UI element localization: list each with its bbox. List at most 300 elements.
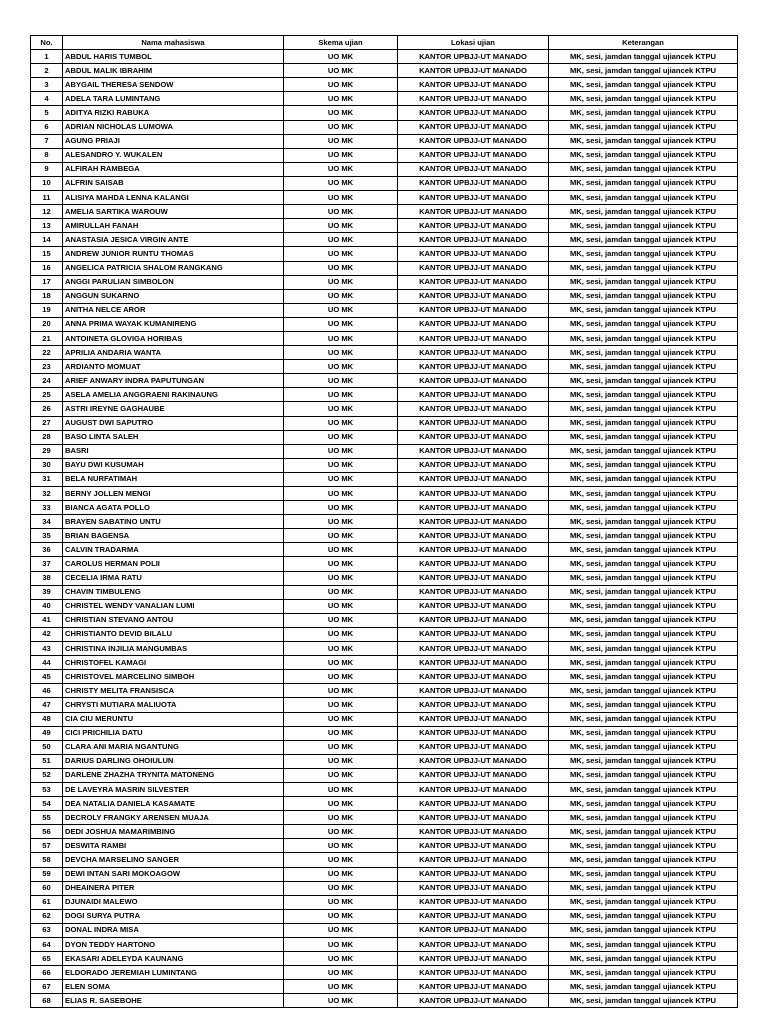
table-row — [31, 529, 738, 543]
cell-skema: UO MK — [284, 388, 398, 402]
cell-lokasi: KANTOR UPBJJ-UT MANADO — [398, 472, 549, 486]
cell-nama: ADELA TARA LUMINTANG — [63, 92, 284, 106]
cell-nama: APRILIA ANDARIA WANTA — [63, 346, 284, 360]
table-row — [31, 923, 738, 937]
cell-lokasi: KANTOR UPBJJ-UT MANADO — [398, 50, 549, 64]
cell-skema: UO MK — [284, 557, 398, 571]
table-header — [31, 36, 738, 50]
cell-no: 3 — [31, 78, 63, 92]
cell-no: 48 — [31, 712, 63, 726]
table-row — [31, 656, 738, 670]
cell-keterangan: MK, sesi, jamdan tanggal ujiancek KTPU — [549, 571, 738, 585]
cell-nama: BRAYEN SABATINO UNTU — [63, 515, 284, 529]
cell-skema: UO MK — [284, 543, 398, 557]
cell-no: 14 — [31, 233, 63, 247]
cell-skema: UO MK — [284, 768, 398, 782]
cell-lokasi: KANTOR UPBJJ-UT MANADO — [398, 247, 549, 261]
cell-lokasi: KANTOR UPBJJ-UT MANADO — [398, 515, 549, 529]
cell-no: 62 — [31, 909, 63, 923]
table-row — [31, 402, 738, 416]
cell-nama: BASRI — [63, 444, 284, 458]
cell-no: 24 — [31, 374, 63, 388]
cell-nama: ALFRIN SAISAB — [63, 176, 284, 190]
table-row — [31, 740, 738, 754]
table-row — [31, 642, 738, 656]
cell-keterangan: MK, sesi, jamdan tanggal ujiancek KTPU — [549, 557, 738, 571]
cell-no: 40 — [31, 599, 63, 613]
cell-lokasi: KANTOR UPBJJ-UT MANADO — [398, 825, 549, 839]
cell-lokasi: KANTOR UPBJJ-UT MANADO — [398, 726, 549, 740]
table-row — [31, 374, 738, 388]
cell-nama: ANDREW JUNIOR RUNTU THOMAS — [63, 247, 284, 261]
cell-keterangan: MK, sesi, jamdan tanggal ujiancek KTPU — [549, 782, 738, 796]
cell-nama: ANASTASIA JESICA VIRGIN ANTE — [63, 233, 284, 247]
table-row — [31, 909, 738, 923]
cell-keterangan: MK, sesi, jamdan tanggal ujiancek KTPU — [549, 529, 738, 543]
table-row — [31, 670, 738, 684]
cell-lokasi: KANTOR UPBJJ-UT MANADO — [398, 642, 549, 656]
cell-nama: DEVCHA MARSELINO SANGER — [63, 853, 284, 867]
cell-keterangan: MK, sesi, jamdan tanggal ujiancek KTPU — [549, 346, 738, 360]
cell-no: 27 — [31, 416, 63, 430]
cell-no: 49 — [31, 726, 63, 740]
cell-skema: UO MK — [284, 754, 398, 768]
cell-no: 32 — [31, 487, 63, 501]
cell-skema: UO MK — [284, 50, 398, 64]
cell-lokasi: KANTOR UPBJJ-UT MANADO — [398, 585, 549, 599]
cell-keterangan: MK, sesi, jamdan tanggal ujiancek KTPU — [549, 472, 738, 486]
cell-lokasi: KANTOR UPBJJ-UT MANADO — [398, 162, 549, 176]
cell-nama: DESWITA RAMBI — [63, 839, 284, 853]
cell-no: 38 — [31, 571, 63, 585]
cell-no: 29 — [31, 444, 63, 458]
cell-skema: UO MK — [284, 684, 398, 698]
cell-nama: DOGI SURYA PUTRA — [63, 909, 284, 923]
cell-no: 39 — [31, 585, 63, 599]
cell-skema: UO MK — [284, 317, 398, 331]
cell-nama: DARLENE ZHAZHA TRYNITA MATONENG — [63, 768, 284, 782]
cell-nama: CHRYSTI MUTIARA MALIUOTA — [63, 698, 284, 712]
cell-keterangan: MK, sesi, jamdan tanggal ujiancek KTPU — [549, 331, 738, 345]
table-row — [31, 895, 738, 909]
cell-no: 59 — [31, 867, 63, 881]
cell-lokasi: KANTOR UPBJJ-UT MANADO — [398, 331, 549, 345]
cell-no: 35 — [31, 529, 63, 543]
cell-keterangan: MK, sesi, jamdan tanggal ujiancek KTPU — [549, 712, 738, 726]
cell-skema: UO MK — [284, 656, 398, 670]
cell-nama: ELDORADO JEREMIAH LUMINTANG — [63, 966, 284, 980]
table-row — [31, 148, 738, 162]
cell-skema: UO MK — [284, 515, 398, 529]
table-row — [31, 557, 738, 571]
table-row — [31, 966, 738, 980]
cell-nama: BERNY JOLLEN MENGI — [63, 487, 284, 501]
cell-keterangan: MK, sesi, jamdan tanggal ujiancek KTPU — [549, 754, 738, 768]
cell-no: 68 — [31, 994, 63, 1008]
table-row — [31, 627, 738, 641]
cell-lokasi: KANTOR UPBJJ-UT MANADO — [398, 768, 549, 782]
cell-nama: CECELIA IRMA RATU — [63, 571, 284, 585]
cell-keterangan: MK, sesi, jamdan tanggal ujiancek KTPU — [549, 515, 738, 529]
cell-lokasi: KANTOR UPBJJ-UT MANADO — [398, 811, 549, 825]
cell-keterangan: MK, sesi, jamdan tanggal ujiancek KTPU — [549, 374, 738, 388]
cell-nama: BRIAN BAGENSA — [63, 529, 284, 543]
cell-no: 58 — [31, 853, 63, 867]
cell-nama: CAROLUS HERMAN POLII — [63, 557, 284, 571]
table-row — [31, 162, 738, 176]
cell-skema: UO MK — [284, 162, 398, 176]
header-row — [31, 36, 738, 50]
cell-skema: UO MK — [284, 205, 398, 219]
cell-lokasi: KANTOR UPBJJ-UT MANADO — [398, 219, 549, 233]
cell-skema: UO MK — [284, 599, 398, 613]
cell-skema: UO MK — [284, 613, 398, 627]
cell-skema: UO MK — [284, 331, 398, 345]
cell-no: 4 — [31, 92, 63, 106]
cell-no: 12 — [31, 205, 63, 219]
column-header-nama: Nama mahasiswa — [63, 36, 284, 50]
table-row — [31, 599, 738, 613]
table-row — [31, 120, 738, 134]
cell-no: 2 — [31, 64, 63, 78]
table-row — [31, 571, 738, 585]
cell-lokasi: KANTOR UPBJJ-UT MANADO — [398, 289, 549, 303]
cell-no: 55 — [31, 811, 63, 825]
cell-lokasi: KANTOR UPBJJ-UT MANADO — [398, 782, 549, 796]
table-row — [31, 78, 738, 92]
cell-skema: UO MK — [284, 642, 398, 656]
cell-keterangan: MK, sesi, jamdan tanggal ujiancek KTPU — [549, 275, 738, 289]
cell-keterangan: MK, sesi, jamdan tanggal ujiancek KTPU — [549, 825, 738, 839]
cell-nama: DONAL INDRA MISA — [63, 923, 284, 937]
cell-keterangan: MK, sesi, jamdan tanggal ujiancek KTPU — [549, 627, 738, 641]
cell-keterangan: MK, sesi, jamdan tanggal ujiancek KTPU — [549, 952, 738, 966]
cell-skema: UO MK — [284, 106, 398, 120]
table-row — [31, 50, 738, 64]
cell-nama: ALFIRAH RAMBEGA — [63, 162, 284, 176]
cell-nama: CLARA ANI MARIA NGANTUNG — [63, 740, 284, 754]
table-row — [31, 106, 738, 120]
table-row — [31, 346, 738, 360]
cell-no: 47 — [31, 698, 63, 712]
table-row — [31, 444, 738, 458]
cell-lokasi: KANTOR UPBJJ-UT MANADO — [398, 853, 549, 867]
student-exam-table — [30, 35, 738, 1008]
cell-no: 7 — [31, 134, 63, 148]
table-row — [31, 712, 738, 726]
cell-nama: CHRISTOVEL MARCELINO SIMBOH — [63, 670, 284, 684]
table-row — [31, 64, 738, 78]
cell-lokasi: KANTOR UPBJJ-UT MANADO — [398, 740, 549, 754]
cell-no: 61 — [31, 895, 63, 909]
cell-skema: UO MK — [284, 416, 398, 430]
cell-skema: UO MK — [284, 839, 398, 853]
cell-lokasi: KANTOR UPBJJ-UT MANADO — [398, 627, 549, 641]
cell-skema: UO MK — [284, 458, 398, 472]
column-header-no: No. — [31, 36, 63, 50]
cell-keterangan: MK, sesi, jamdan tanggal ujiancek KTPU — [549, 938, 738, 952]
cell-keterangan: MK, sesi, jamdan tanggal ujiancek KTPU — [549, 867, 738, 881]
table-row — [31, 191, 738, 205]
cell-no: 65 — [31, 952, 63, 966]
cell-nama: ANGGI PARULIAN SIMBOLON — [63, 275, 284, 289]
cell-skema: UO MK — [284, 374, 398, 388]
cell-skema: UO MK — [284, 740, 398, 754]
cell-keterangan: MK, sesi, jamdan tanggal ujiancek KTPU — [549, 106, 738, 120]
cell-no: 66 — [31, 966, 63, 980]
cell-skema: UO MK — [284, 895, 398, 909]
cell-nama: AUGUST DWI SAPUTRO — [63, 416, 284, 430]
cell-skema: UO MK — [284, 191, 398, 205]
table-row — [31, 205, 738, 219]
cell-no: 25 — [31, 388, 63, 402]
cell-nama: ANTOINETA GLOVIGA HORIBAS — [63, 331, 284, 345]
cell-skema: UO MK — [284, 430, 398, 444]
cell-nama: ADITYA RIZKI RABUKA — [63, 106, 284, 120]
cell-lokasi: KANTOR UPBJJ-UT MANADO — [398, 684, 549, 698]
cell-no: 54 — [31, 797, 63, 811]
cell-skema: UO MK — [284, 275, 398, 289]
cell-lokasi: KANTOR UPBJJ-UT MANADO — [398, 317, 549, 331]
cell-keterangan: MK, sesi, jamdan tanggal ujiancek KTPU — [549, 670, 738, 684]
cell-skema: UO MK — [284, 585, 398, 599]
cell-keterangan: MK, sesi, jamdan tanggal ujiancek KTPU — [549, 881, 738, 895]
cell-keterangan: MK, sesi, jamdan tanggal ujiancek KTPU — [549, 388, 738, 402]
table-row — [31, 416, 738, 430]
cell-skema: UO MK — [284, 289, 398, 303]
cell-keterangan: MK, sesi, jamdan tanggal ujiancek KTPU — [549, 923, 738, 937]
cell-keterangan: MK, sesi, jamdan tanggal ujiancek KTPU — [549, 613, 738, 627]
cell-no: 18 — [31, 289, 63, 303]
cell-nama: CHRISTOFEL KAMAGI — [63, 656, 284, 670]
cell-no: 16 — [31, 261, 63, 275]
cell-keterangan: MK, sesi, jamdan tanggal ujiancek KTPU — [549, 994, 738, 1008]
cell-lokasi: KANTOR UPBJJ-UT MANADO — [398, 487, 549, 501]
cell-skema: UO MK — [284, 698, 398, 712]
cell-keterangan: MK, sesi, jamdan tanggal ujiancek KTPU — [549, 980, 738, 994]
table-row — [31, 881, 738, 895]
cell-lokasi: KANTOR UPBJJ-UT MANADO — [398, 191, 549, 205]
cell-skema: UO MK — [284, 712, 398, 726]
cell-nama: AMELIA SARTIKA WAROUW — [63, 205, 284, 219]
cell-nama: ANITHA NELCE AROR — [63, 303, 284, 317]
cell-no: 6 — [31, 120, 63, 134]
cell-skema: UO MK — [284, 148, 398, 162]
cell-lokasi: KANTOR UPBJJ-UT MANADO — [398, 148, 549, 162]
cell-lokasi: KANTOR UPBJJ-UT MANADO — [398, 994, 549, 1008]
cell-no: 63 — [31, 923, 63, 937]
cell-skema: UO MK — [284, 529, 398, 543]
cell-skema: UO MK — [284, 909, 398, 923]
cell-keterangan: MK, sesi, jamdan tanggal ujiancek KTPU — [549, 642, 738, 656]
table-row — [31, 176, 738, 190]
cell-keterangan: MK, sesi, jamdan tanggal ujiancek KTPU — [549, 416, 738, 430]
cell-nama: CIA CIU MERUNTU — [63, 712, 284, 726]
cell-lokasi: KANTOR UPBJJ-UT MANADO — [398, 895, 549, 909]
cell-keterangan: MK, sesi, jamdan tanggal ujiancek KTPU — [549, 797, 738, 811]
cell-no: 57 — [31, 839, 63, 853]
cell-skema: UO MK — [284, 881, 398, 895]
table-row — [31, 698, 738, 712]
cell-keterangan: MK, sesi, jamdan tanggal ujiancek KTPU — [549, 50, 738, 64]
cell-lokasi: KANTOR UPBJJ-UT MANADO — [398, 980, 549, 994]
table-row — [31, 768, 738, 782]
cell-no: 21 — [31, 331, 63, 345]
cell-skema: UO MK — [284, 261, 398, 275]
cell-lokasi: KANTOR UPBJJ-UT MANADO — [398, 909, 549, 923]
cell-nama: DARIUS DARLING OHOIULUN — [63, 754, 284, 768]
cell-lokasi: KANTOR UPBJJ-UT MANADO — [398, 374, 549, 388]
cell-skema: UO MK — [284, 303, 398, 317]
cell-skema: UO MK — [284, 176, 398, 190]
cell-keterangan: MK, sesi, jamdan tanggal ujiancek KTPU — [549, 656, 738, 670]
table-body — [31, 50, 738, 1008]
cell-keterangan: MK, sesi, jamdan tanggal ujiancek KTPU — [549, 599, 738, 613]
cell-nama: CHRISTY MELITA FRANSISCA — [63, 684, 284, 698]
cell-lokasi: KANTOR UPBJJ-UT MANADO — [398, 571, 549, 585]
cell-keterangan: MK, sesi, jamdan tanggal ujiancek KTPU — [549, 966, 738, 980]
cell-lokasi: KANTOR UPBJJ-UT MANADO — [398, 346, 549, 360]
cell-no: 10 — [31, 176, 63, 190]
cell-nama: ALESANDRO Y. WUKALEN — [63, 148, 284, 162]
cell-keterangan: MK, sesi, jamdan tanggal ujiancek KTPU — [549, 684, 738, 698]
table-row — [31, 134, 738, 148]
cell-skema: UO MK — [284, 867, 398, 881]
cell-skema: UO MK — [284, 980, 398, 994]
cell-keterangan: MK, sesi, jamdan tanggal ujiancek KTPU — [549, 740, 738, 754]
table-row — [31, 331, 738, 345]
cell-lokasi: KANTOR UPBJJ-UT MANADO — [398, 261, 549, 275]
table-row — [31, 233, 738, 247]
cell-keterangan: MK, sesi, jamdan tanggal ujiancek KTPU — [549, 176, 738, 190]
cell-no: 31 — [31, 472, 63, 486]
cell-lokasi: KANTOR UPBJJ-UT MANADO — [398, 501, 549, 515]
cell-nama: CHAVIN TIMBULENG — [63, 585, 284, 599]
cell-skema: UO MK — [284, 825, 398, 839]
table-row — [31, 726, 738, 740]
cell-nama: ABDUL HARIS TUMBOL — [63, 50, 284, 64]
cell-keterangan: MK, sesi, jamdan tanggal ujiancek KTPU — [549, 191, 738, 205]
cell-skema: UO MK — [284, 571, 398, 585]
cell-nama: CHRISTEL WENDY VANALIAN LUMI — [63, 599, 284, 613]
cell-no: 45 — [31, 670, 63, 684]
cell-no: 26 — [31, 402, 63, 416]
table-row — [31, 684, 738, 698]
cell-keterangan: MK, sesi, jamdan tanggal ujiancek KTPU — [549, 120, 738, 134]
cell-nama: DECROLY FRANGKY ARENSEN MUAJA — [63, 811, 284, 825]
cell-nama: CHRISTIANTO DEVID BILALU — [63, 627, 284, 641]
column-header-skema: Skema ujian — [284, 36, 398, 50]
cell-nama: ALISIYA MAHDA LENNA KALANGI — [63, 191, 284, 205]
table-row — [31, 797, 738, 811]
cell-no: 67 — [31, 980, 63, 994]
cell-lokasi: KANTOR UPBJJ-UT MANADO — [398, 458, 549, 472]
cell-nama: DEWI INTAN SARI MOKOAGOW — [63, 867, 284, 881]
table-row — [31, 92, 738, 106]
cell-keterangan: MK, sesi, jamdan tanggal ujiancek KTPU — [549, 585, 738, 599]
cell-lokasi: KANTOR UPBJJ-UT MANADO — [398, 698, 549, 712]
cell-no: 9 — [31, 162, 63, 176]
cell-lokasi: KANTOR UPBJJ-UT MANADO — [398, 416, 549, 430]
cell-no: 8 — [31, 148, 63, 162]
cell-keterangan: MK, sesi, jamdan tanggal ujiancek KTPU — [549, 134, 738, 148]
table-row — [31, 430, 738, 444]
cell-lokasi: KANTOR UPBJJ-UT MANADO — [398, 712, 549, 726]
cell-lokasi: KANTOR UPBJJ-UT MANADO — [398, 120, 549, 134]
cell-no: 15 — [31, 247, 63, 261]
cell-skema: UO MK — [284, 487, 398, 501]
cell-keterangan: MK, sesi, jamdan tanggal ujiancek KTPU — [549, 261, 738, 275]
cell-lokasi: KANTOR UPBJJ-UT MANADO — [398, 360, 549, 374]
table-row — [31, 261, 738, 275]
cell-nama: AMIRULLAH FANAH — [63, 219, 284, 233]
cell-no: 17 — [31, 275, 63, 289]
cell-nama: ASELA AMELIA ANGGRAENI RAKINAUNG — [63, 388, 284, 402]
table-row — [31, 980, 738, 994]
cell-lokasi: KANTOR UPBJJ-UT MANADO — [398, 670, 549, 684]
cell-no: 37 — [31, 557, 63, 571]
cell-skema: UO MK — [284, 811, 398, 825]
cell-lokasi: KANTOR UPBJJ-UT MANADO — [398, 134, 549, 148]
cell-nama: ARIEF ANWARY INDRA PAPUTUNGAN — [63, 374, 284, 388]
cell-skema: UO MK — [284, 923, 398, 937]
cell-skema: UO MK — [284, 120, 398, 134]
cell-keterangan: MK, sesi, jamdan tanggal ujiancek KTPU — [549, 162, 738, 176]
cell-keterangan: MK, sesi, jamdan tanggal ujiancek KTPU — [549, 64, 738, 78]
cell-skema: UO MK — [284, 444, 398, 458]
cell-keterangan: MK, sesi, jamdan tanggal ujiancek KTPU — [549, 811, 738, 825]
cell-nama: ABDUL MALIK IBRAHIM — [63, 64, 284, 78]
table-row — [31, 247, 738, 261]
cell-nama: DYON TEDDY HARTONO — [63, 938, 284, 952]
cell-skema: UO MK — [284, 853, 398, 867]
cell-skema: UO MK — [284, 360, 398, 374]
cell-lokasi: KANTOR UPBJJ-UT MANADO — [398, 106, 549, 120]
cell-skema: UO MK — [284, 797, 398, 811]
cell-keterangan: MK, sesi, jamdan tanggal ujiancek KTPU — [549, 487, 738, 501]
cell-lokasi: KANTOR UPBJJ-UT MANADO — [398, 867, 549, 881]
cell-lokasi: KANTOR UPBJJ-UT MANADO — [398, 205, 549, 219]
cell-nama: ASTRI IREYNE GAGHAUBE — [63, 402, 284, 416]
table-row — [31, 219, 738, 233]
table-row — [31, 303, 738, 317]
table-row — [31, 501, 738, 515]
cell-no: 28 — [31, 430, 63, 444]
cell-keterangan: MK, sesi, jamdan tanggal ujiancek KTPU — [549, 909, 738, 923]
cell-keterangan: MK, sesi, jamdan tanggal ujiancek KTPU — [549, 543, 738, 557]
cell-lokasi: KANTOR UPBJJ-UT MANADO — [398, 557, 549, 571]
cell-no: 41 — [31, 613, 63, 627]
cell-lokasi: KANTOR UPBJJ-UT MANADO — [398, 529, 549, 543]
table-row — [31, 360, 738, 374]
cell-nama: DHEAINERA PITER — [63, 881, 284, 895]
cell-nama: CHRISTINA INJILIA MANGUMBAS — [63, 642, 284, 656]
table-row — [31, 994, 738, 1008]
table-row — [31, 515, 738, 529]
cell-lokasi: KANTOR UPBJJ-UT MANADO — [398, 839, 549, 853]
table-row — [31, 825, 738, 839]
cell-nama: CHRISTIAN STEVANO ANTOU — [63, 613, 284, 627]
table-row — [31, 487, 738, 501]
cell-skema: UO MK — [284, 670, 398, 684]
cell-keterangan: MK, sesi, jamdan tanggal ujiancek KTPU — [549, 768, 738, 782]
cell-lokasi: KANTOR UPBJJ-UT MANADO — [398, 543, 549, 557]
cell-no: 52 — [31, 768, 63, 782]
cell-skema: UO MK — [284, 627, 398, 641]
cell-nama: BAYU DWI KUSUMAH — [63, 458, 284, 472]
cell-keterangan: MK, sesi, jamdan tanggal ujiancek KTPU — [549, 205, 738, 219]
cell-no: 44 — [31, 656, 63, 670]
